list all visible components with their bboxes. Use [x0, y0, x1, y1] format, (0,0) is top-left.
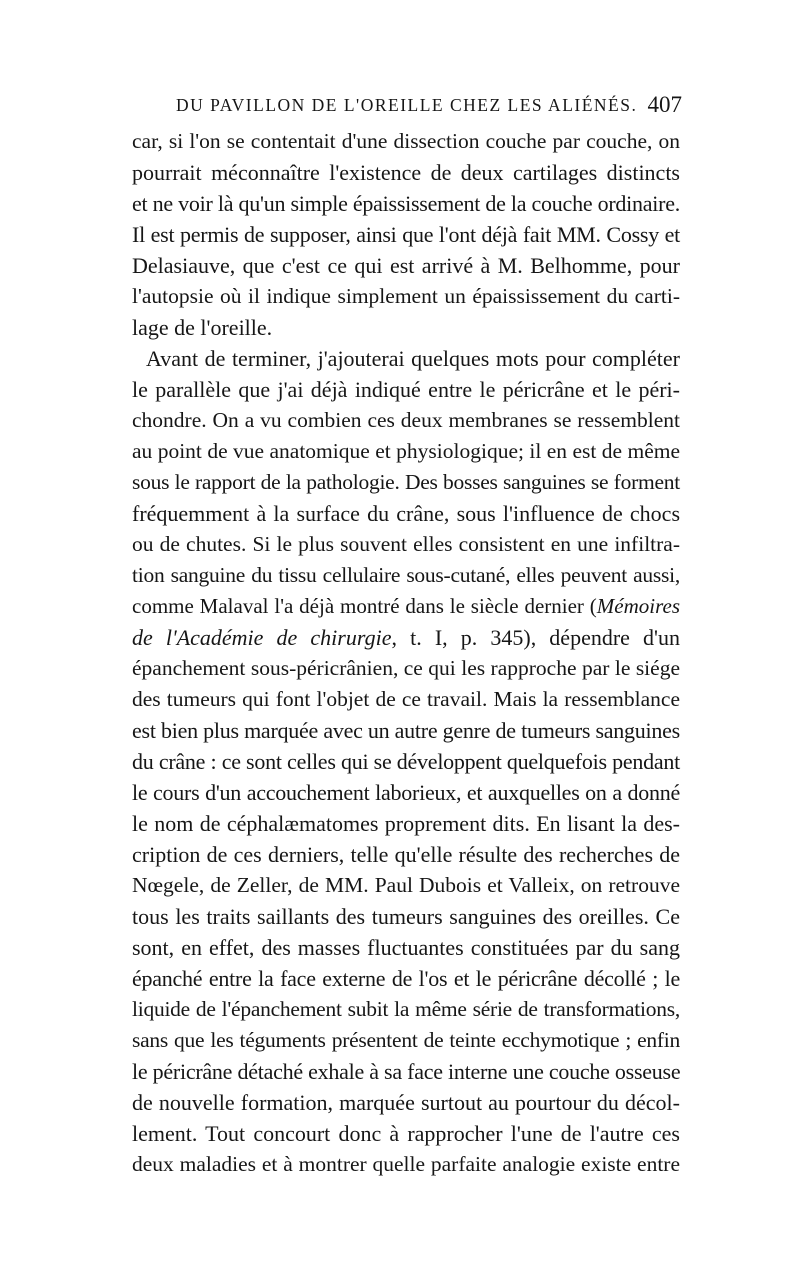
text-line-12: sous le rapport de la pathologie. Des bosses sanguines se forment [132, 470, 680, 494]
text-line-22: le cours d'un accouchement laborieux, et auxquelles on a donné [132, 780, 680, 805]
text-line-16-italic: Mémoires [596, 594, 680, 618]
text-line-9: le parallèle que j'ai déjà indiqué entre le péricrâne et le péri- [132, 377, 680, 402]
text-line-11: au point de vue anatomique et physiologique; il en est de même [132, 439, 680, 463]
text-line-16 [132, 591, 680, 622]
text-line-13: fréquemment à la surface du crâne, sous l'influence de chocs [132, 501, 680, 526]
text-line-16-start: comme Malaval l'a déjà montré dans le siècle dernier ( [132, 594, 597, 618]
text-line-7: lage de l'oreille. [132, 315, 273, 340]
text-line-20: est bien plus marquée avec un autre genre de tumeurs sanguines [132, 718, 680, 743]
text-line-29: liquide de l'épanchement subit la même série de transformations, [132, 997, 680, 1021]
text-line-17 [132, 622, 680, 653]
text-line-33: lement. Tout concourt donc à rapprocher l'une de l'autre ces [132, 1121, 680, 1146]
text-line-2: pourrait méconnaître l'existence de deux cartilages distincts [132, 160, 680, 185]
text-line-17-italic: de l'Académie de chirurgie [132, 625, 392, 650]
text-line-21: du crâne : ce sont celles qui se développent quelquefois pendant [132, 749, 680, 774]
page-number: 407 [647, 92, 682, 117]
running-head [176, 88, 682, 122]
text-line-32: de nouvelle formation, marquée surtout au pourtour du décol- [132, 1090, 680, 1115]
text-line-31: le péricrâne détaché exhale à sa face interne une couche osseuse [132, 1059, 681, 1084]
text-line-25: Nœgele, de Zeller, de MM. Paul Dubois et Valleix, on retrouve [132, 873, 680, 897]
text-line-30: sans que les téguments présentent de teinte ecchymotique ; enfin [132, 1028, 680, 1052]
text-line-8: Avant de terminer, j'ajouterai quelques mots pour compléter [146, 346, 680, 371]
text-line-19: des tumeurs qui font l'objet de ce travail. Mais la ressemblance [132, 687, 680, 711]
text-line-18: épanchement sous-péricrânien, ce qui les rapproche par le siége [132, 656, 680, 680]
text-line-28: épanché entre la face externe de l'os et le péricrâne décollé ; le [132, 966, 680, 991]
text-line-6: l'autopsie où il indique simplement un épaississement du carti- [132, 284, 680, 308]
text-line-14: ou de chutes. Si le plus souvent elles consistent en une infiltra- [132, 532, 680, 556]
text-line-10: chondre. On a vu combien ces deux membranes se ressemblent [132, 408, 680, 432]
text-line-15: tion sanguine du tissu cellulaire sous-cutané, elles peuvent aussi, [132, 563, 680, 587]
text-line-4: Il est permis de supposer, ainsi que l'ont déjà fait MM. Cossy et [132, 222, 680, 247]
text-line-23: le nom de céphalæmatomes proprement dits. En lisant la des- [132, 811, 680, 836]
text-line-5: Delasiauve, que c'est ce qui est arrivé à M. Belhomme, pour [132, 253, 680, 278]
text-line-24: cription de ces derniers, telle qu'elle résulte des recherches de [132, 842, 680, 867]
text-line-27: sont, en effet, des masses fluctuantes constituées par du sang [132, 935, 680, 960]
running-title: DU PAVILLON DE L'OREILLE CHEZ LES ALIÉNÉS. [176, 95, 638, 115]
text-line-34: deux maladies et à montrer quelle parfaite analogie existe entre [132, 1152, 680, 1176]
text-line-17-rest: , t. I, p. 345), dépendre d'un [391, 625, 680, 650]
text-line-3: et ne voir là qu'un simple épaississement de la couche ordinaire. [132, 191, 680, 216]
text-line-26: tous les traits saillants des tumeurs sanguines des oreilles. Ce [132, 904, 680, 929]
text-line-1: car, si l'on se contentait d'une dissection couche par couche, on [132, 129, 680, 153]
